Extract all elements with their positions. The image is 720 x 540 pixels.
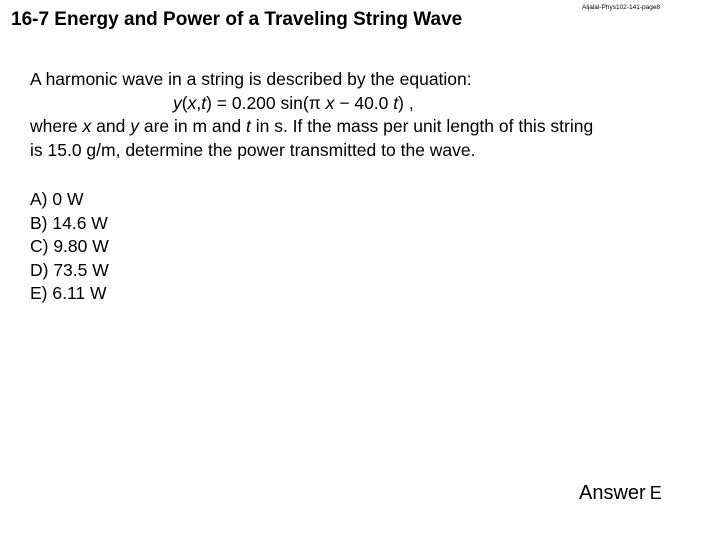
wave-equation — [30, 92, 700, 116]
choice-b: B) 14.6 W — [30, 212, 108, 233]
eq-rhs-t: t — [393, 92, 399, 113]
text-segment: where — [30, 116, 83, 136]
problem-statement — [30, 68, 700, 162]
var-x: x — [82, 116, 92, 136]
text-segment: and — [91, 116, 131, 136]
page-label: Aljalal-Phys102-141-page8 — [582, 4, 661, 11]
eq-rhs-start: ) = 0.200 sin(π — [206, 92, 326, 113]
var-t: t — [245, 116, 251, 136]
eq-t: t — [201, 92, 207, 113]
eq-rhs-end: ) , — [398, 92, 414, 113]
eq-x: x — [187, 92, 197, 113]
eq-y: y — [173, 92, 182, 113]
answer-choices — [30, 188, 109, 306]
choice-a: A) 0 W — [30, 189, 84, 209]
eq-rhs-mid: − 40.0 — [334, 92, 394, 113]
eq-open: ( — [181, 92, 188, 113]
eq-comma: , — [196, 92, 202, 113]
page-title: 16-7 Energy and Power of a Traveling String Wave — [11, 9, 463, 30]
problem-intro: A harmonic wave in a string is described by the equation: — [30, 69, 472, 89]
answer-reveal — [579, 482, 662, 505]
problem-question-line: is 15.0 g/m, determine the power transmitted to the wave. — [30, 139, 476, 160]
var-y: y — [130, 116, 139, 136]
text-segment: in s. If the mass per unit length of this string — [250, 116, 594, 136]
choice-e: E) 6.11 W — [30, 283, 107, 303]
choice-d: D) 73.5 W — [30, 259, 109, 280]
text-segment: are in m and — [138, 116, 246, 136]
answer-value: E — [649, 483, 662, 503]
problem-units-line — [30, 115, 700, 139]
answer-label: Answer — [579, 482, 646, 504]
eq-rhs-x: x — [325, 92, 335, 113]
choice-c: C) 9.80 W — [30, 236, 109, 256]
